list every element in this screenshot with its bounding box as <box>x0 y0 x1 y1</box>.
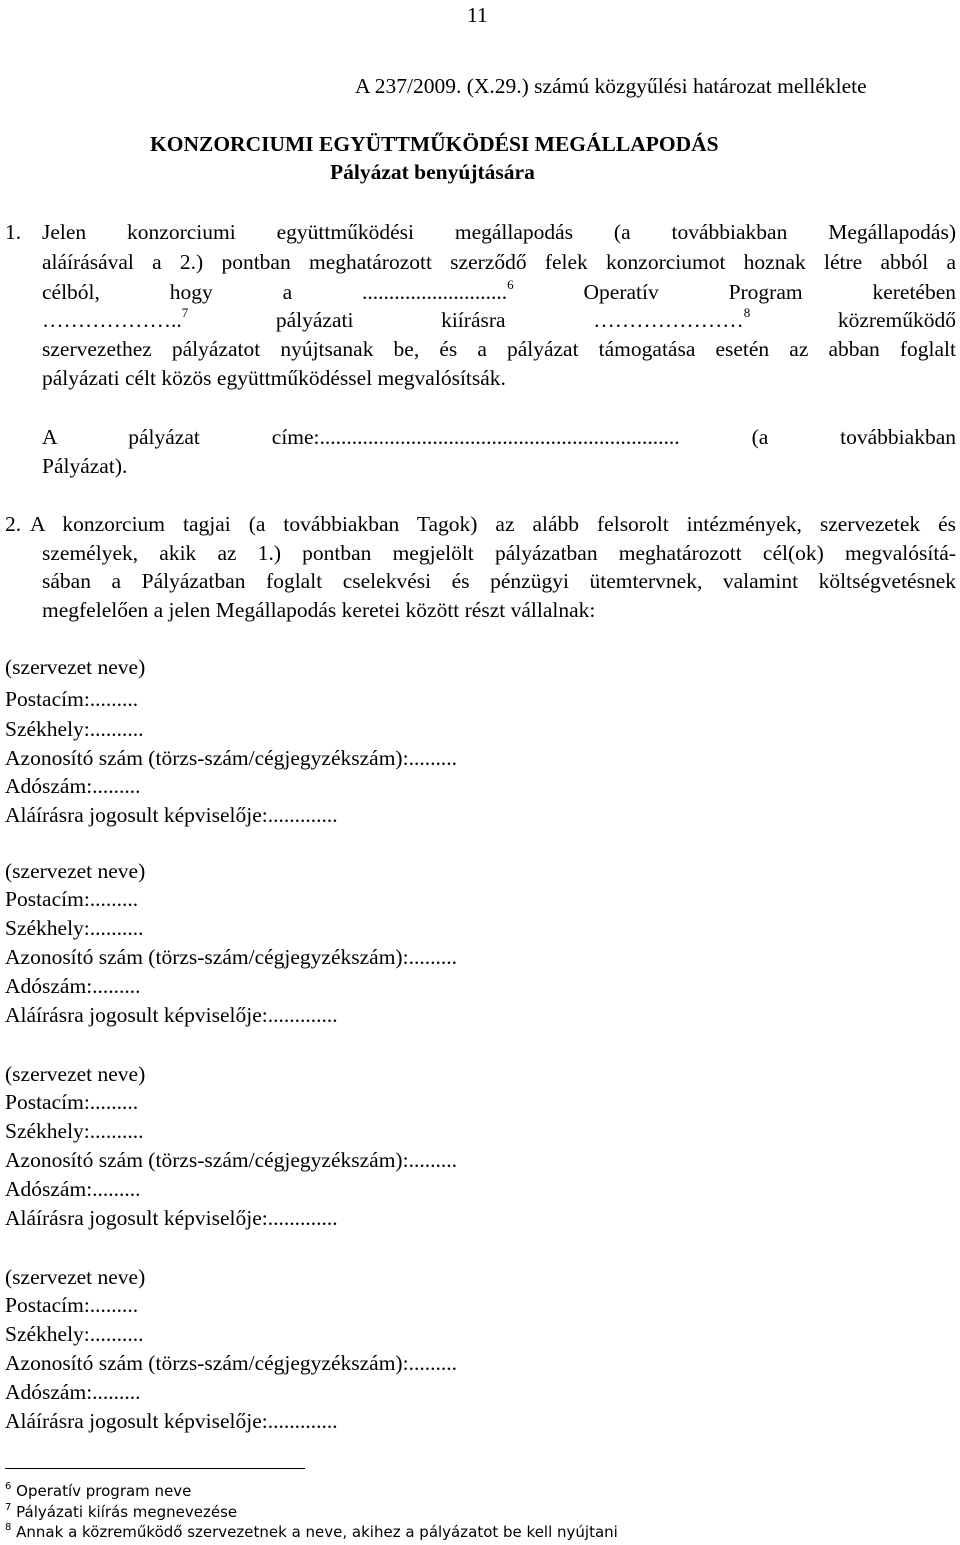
org-1-rep: Aláírásra jogosult képviselője:............. <box>5 803 338 827</box>
footnote-7 <box>5 1502 237 1522</box>
footnote-ref-6: 6 <box>507 276 514 292</box>
section-1-line-6: pályázati célt közös együttműködéssel megvalósítsák. <box>42 366 506 390</box>
text: A pályázat címe: <box>42 425 320 449</box>
section-2-number: 2. <box>5 512 22 536</box>
section-2-line-4: megfelelően a jelen Megállapodás keretei között részt vállalnak: <box>42 598 596 622</box>
text: közreműködő <box>837 308 957 332</box>
pályázat-title-line-2: Pályázat). <box>42 454 128 478</box>
text-fill-dots: ................................................................... <box>319 425 680 449</box>
org-4-name: (szervezet neve) <box>5 1265 146 1289</box>
org-2-id: Azonosító szám (törzs-szám/cégjegyzékszám):......... <box>5 945 457 969</box>
text: célból, hogy a <box>42 280 293 304</box>
section-1-line-1: Jelen konzorciumi együttműködési megállapodás (a továbbiakban Megállapodás) <box>42 220 956 244</box>
footnote-ref-8: 8 <box>743 304 751 320</box>
org-1-postal: Postacím:......... <box>5 687 139 711</box>
document-subtitle: A 237/2009. (X.29.) számú közgyűlési határozat melléklete <box>355 74 867 98</box>
text-fill-dots: ………………… <box>593 308 744 332</box>
page-number: 11 <box>467 3 488 27</box>
section-2-line-3: sában a Pályázatban foglalt cselekvési és pénzügyi ütemtervnek, valamint költségvetésnek <box>42 569 956 593</box>
org-3-id: Azonosító szám (törzs-szám/cégjegyzékszám):......... <box>5 1148 457 1172</box>
org-3-tax: Adószám:......... <box>5 1177 141 1201</box>
footnote-ref-7: 7 <box>181 304 189 320</box>
org-1-id: Azonosító szám (törzs-szám/cégjegyzékszám):......... <box>5 746 457 770</box>
org-2-rep: Aláírásra jogosult képviselője:............. <box>5 1003 338 1027</box>
org-4-postal: Postacím:......... <box>5 1293 139 1317</box>
org-3-seat: Székhely:.......... <box>5 1119 144 1143</box>
section-1-line-2: aláírásával a 2.) pontban meghatározott szerződő felek konzorciumot hoznak létre abból a <box>42 250 956 274</box>
org-4-id: Azonosító szám (törzs-szám/cégjegyzékszám):......... <box>5 1351 457 1375</box>
org-1-tax: Adószám:......... <box>5 774 141 798</box>
text: Operatív Program keretében <box>583 280 957 304</box>
footnote-text: Pályázati kiírás megnevezése <box>16 1503 238 1521</box>
org-4-tax: Adószám:......... <box>5 1380 141 1404</box>
section-2-line-2: személyek, akik az 1.) pontban megjelölt pályázatban meghatározott cél(ok) megvalósítá- <box>42 541 956 565</box>
pályázat-title-line <box>42 423 956 452</box>
footnote-text: Operatív program neve <box>16 1482 192 1500</box>
document-title: KONZORCIUMI EGYÜTTMŰKÖDÉSI MEGÁLLAPODÁS <box>150 132 719 156</box>
footnote-8 <box>5 1522 618 1542</box>
org-4-rep: Aláírásra jogosult képviselője:............. <box>5 1409 338 1433</box>
text-fill-dots: ……………….. <box>42 308 182 332</box>
text: pályázati kiírásra <box>275 308 506 332</box>
footnote-number: 7 <box>5 1502 12 1513</box>
org-2-name: (szervezet neve) <box>5 859 146 883</box>
text: (a továbbiakban <box>751 425 956 449</box>
org-2-seat: Székhely:.......... <box>5 916 144 940</box>
org-3-rep: Aláírásra jogosult képviselője:............. <box>5 1206 338 1230</box>
footnote-text: Annak a közreműködő szervezetnek a neve, akihez a pályázatot be kell nyújtani <box>16 1523 618 1541</box>
org-1-seat: Székhely:.......... <box>5 717 144 741</box>
org-3-name: (szervezet neve) <box>5 1062 146 1086</box>
org-2-postal: Postacím:......... <box>5 887 139 911</box>
org-2-tax: Adószám:......... <box>5 974 141 998</box>
section-1-line-3 <box>42 278 956 307</box>
section-1-line-4 <box>42 306 956 335</box>
section-2-line-1: A konzorcium tagjai (a továbbiakban Tagok) az alább felsorolt intézmények, szervezetek és <box>30 512 956 536</box>
org-4-seat: Székhely:.......... <box>5 1322 144 1346</box>
footnote-6 <box>5 1481 191 1501</box>
footnote-number: 6 <box>5 1481 12 1492</box>
section-1-number: 1. <box>5 220 22 244</box>
footnote-number: 8 <box>5 1522 12 1533</box>
document-title-sub: Pályázat benyújtására <box>330 160 535 184</box>
footnote-divider <box>5 1468 305 1469</box>
text-fill-dots: ........................... <box>362 280 508 304</box>
org-1-name: (szervezet neve) <box>5 655 146 679</box>
org-3-postal: Postacím:......... <box>5 1090 139 1114</box>
section-1-line-5: szervezethez pályázatot nyújtsanak be, és a pályázat támogatása esetén az abban foglalt <box>42 337 956 361</box>
